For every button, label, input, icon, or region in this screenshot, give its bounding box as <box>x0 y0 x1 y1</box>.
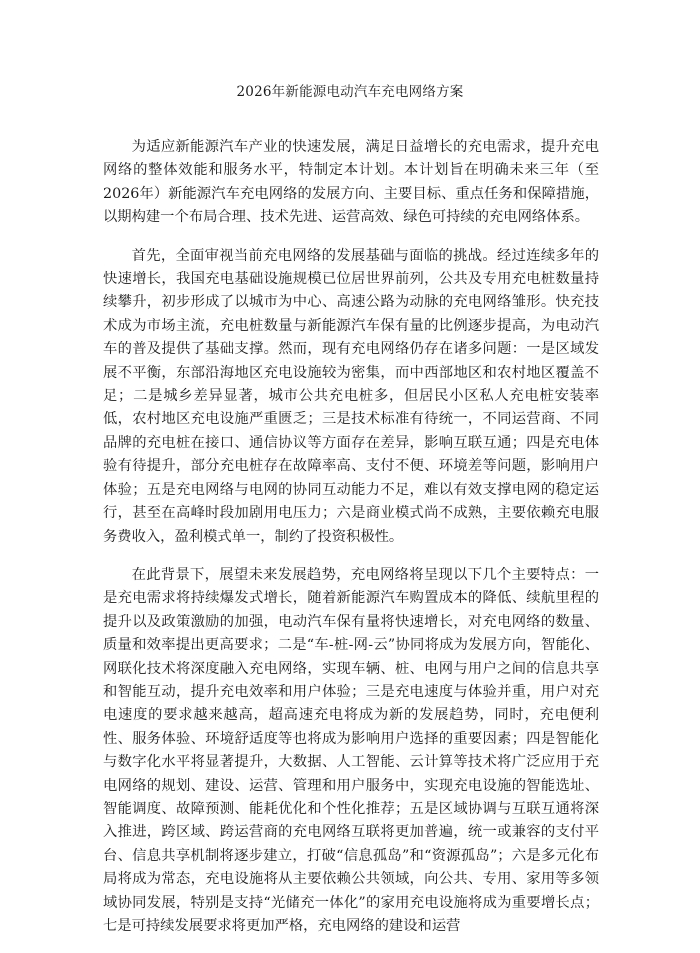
paragraph-future-trends: 在此背景下，展望未来发展趋势，充电网络将呈现以下几个主要特点：一是充电需求将持续爆发式增长，随着新能源汽车购置成本的降低、续航里程的提升以及政策激励的加强，电动汽车保有量将快速增长，对充电网络的数量、质量和效率提出更高要求；二是“车-桩-网-云”协同将成为发展方向，智能化、网联化技术将深度融入充电网络，实现车辆、桩、电网与用户之间的信息共享和智能互动，提升充电效率和用户体验；三是充电速度与体验并重，用户对充电速度的要求越来越高，超高速充电将成为新的发展趋势，同时，充电便利性、服务体验、环境舒适度等也将成为影响用户选择的重要因素；四是智能化与数字化水平将显著提升，大数据、人工智能、云计算等技术将广泛应用于充电网络的规划、建设、运营、管理和用户服务中，实现充电设施的智能选址、智能调度、故障预测、能耗优化和个性化推荐；五是区域协调与互联互通将深入推进，跨区域、跨运营商的充电网络互联将更加普遍，统一或兼容的支付平台、信息共享机制将逐步建立，打破“信息孤岛”和“资源孤岛”；六是多元化布局将成为常态，充电设施将从主要依赖公共领域，向公共、专用、家用等多领域协同发展，特别是支持“光储充一体化”的家用充电设施将成为重要增长点；七是可持续发展要求将更加严格，充电网络的建设和运营 <box>103 566 599 934</box>
document-body <box>103 136 599 953</box>
paragraph-intro: 为适应新能源汽车产业的快速发展，满足日益增长的充电需求，提升充电网络的整体效能和服务水平，特制定本计划。本计划旨在明确未来三年（至2026年）新能源汽车充电网络的发展方向、主要目标、重点任务和保障措施，以期构建一个布局合理、技术先进、运营高效、绿色可持续的充电网络体系。 <box>103 139 599 226</box>
document-title: 2026年新能源电动汽车充电网络方案 <box>236 84 464 100</box>
paragraph-current-status: 首先，全面审视当前充电网络的发展基础与面临的挑战。经过连续多年的快速增长，我国充电基础设施规模已位居世界前列，公共及专用充电桩数量持续攀升，初步形成了以城市为中心、高速公路为动脉的充电网络雏形。快充技术成为市场主流，充电桩数量与新能源汽车保有量的比例逐步提高，为电动汽车的普及提供了基础支撑。然而，现有充电网络仍存在诸多问题：一是区域发展不平衡，东部沿海地区充电设施较为密集，而中西部地区和农村地区覆盖不足；二是城乡差异显著，城市公共充电桩多，但居民小区私人充电桩安装率低，农村地区充电设施严重匮乏；三是技术标准有待统一，不同运营商、不同品牌的充电桩在接口、通信协议等方面存在差异，影响互联互通；四是充电体验有待提升，部分充电桩存在故障率高、支付不便、环境差等问题，影响用户体验；五是充电网络与电网的协同互动能力不足，难以有效支撑电网的稳定运行，甚至在高峰时段加剧用电压力；六是商业模式尚不成熟，主要依赖充电服务费收入，盈利模式单一，制约了投资积极性。 <box>103 247 599 545</box>
